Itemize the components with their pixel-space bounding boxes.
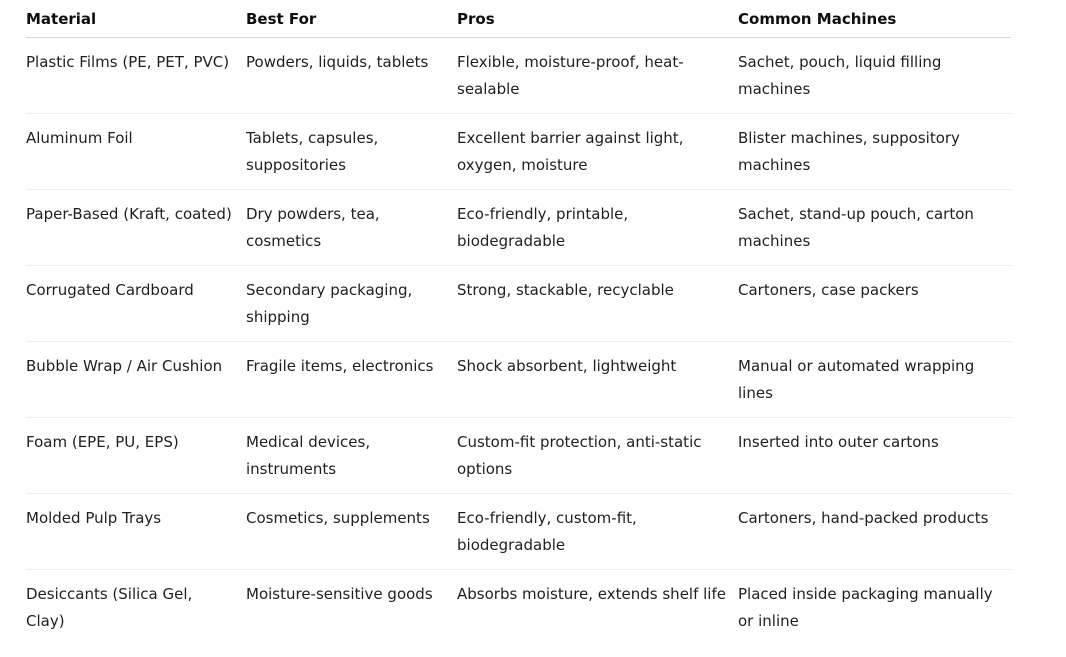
cell-best-for: Fragile items, electronics <box>246 342 457 418</box>
cell-material: Plastic Films (PE, PET, PVC) <box>26 38 246 114</box>
table-row <box>26 342 1011 418</box>
table-row <box>26 494 1011 570</box>
cell-best-for: Cosmetics, supplements <box>246 494 457 570</box>
header-common-machines: Common Machines <box>738 0 1011 38</box>
cell-pros: Eco-friendly, printable, biodegradable <box>457 190 738 266</box>
cell-material: Corrugated Cardboard <box>26 266 246 342</box>
cell-pros: Eco-friendly, custom-fit, biodegradable <box>457 494 738 570</box>
table-header-row <box>26 0 1011 38</box>
table-row <box>26 418 1011 494</box>
cell-material: Molded Pulp Trays <box>26 494 246 570</box>
cell-common-machines: Cartoners, case packers <box>738 266 1011 342</box>
cell-common-machines: Cartoners, hand-packed products <box>738 494 1011 570</box>
cell-best-for: Powders, liquids, tablets <box>246 38 457 114</box>
cell-best-for: Medical devices, instruments <box>246 418 457 494</box>
cell-material: Aluminum Foil <box>26 114 246 190</box>
cell-pros: Excellent barrier against light, oxygen, moisture <box>457 114 738 190</box>
cell-common-machines: Placed inside packaging manually or inline <box>738 585 993 630</box>
cell-common-machines: Sachet, pouch, liquid filling machines <box>738 38 1011 114</box>
cell-pros: Absorbs moisture, extends shelf life <box>457 585 726 603</box>
table-row <box>26 570 1011 646</box>
cell-common-machines: Inserted into outer cartons <box>738 418 1011 494</box>
cell-best-for: Moisture-sensitive goods <box>246 585 433 603</box>
table-row <box>26 266 1011 342</box>
cell-best-for: Secondary packaging, shipping <box>246 266 457 342</box>
cell-material: Foam (EPE, PU, EPS) <box>26 418 246 494</box>
packaging-materials-table <box>26 0 1011 645</box>
cell-common-machines: Blister machines, suppository machines <box>738 114 1011 190</box>
cell-common-machines: Sachet, stand-up pouch, carton machines <box>738 190 1011 266</box>
cell-pros: Flexible, moisture-proof, heat-sealable <box>457 38 738 114</box>
cell-best-for: Tablets, capsules, suppositories <box>246 114 457 190</box>
header-best-for: Best For <box>246 0 457 38</box>
cell-material: Desiccants (Silica Gel, Clay) <box>26 585 193 630</box>
cell-best-for: Dry powders, tea, cosmetics <box>246 190 457 266</box>
table-row <box>26 38 1011 114</box>
header-material: Material <box>26 0 246 38</box>
table-row <box>26 114 1011 190</box>
cell-material: Paper-Based (Kraft, coated) <box>26 190 246 266</box>
cell-common-machines: Manual or automated wrapping lines <box>738 342 1011 418</box>
header-pros: Pros <box>457 0 738 38</box>
cell-pros: Shock absorbent, lightweight <box>457 342 738 418</box>
table-row <box>26 190 1011 266</box>
cell-pros: Strong, stackable, recyclable <box>457 266 738 342</box>
cell-material: Bubble Wrap / Air Cushion <box>26 342 246 418</box>
packaging-materials-table-container <box>26 0 1011 645</box>
cell-pros: Custom-fit protection, anti-static options <box>457 418 738 494</box>
